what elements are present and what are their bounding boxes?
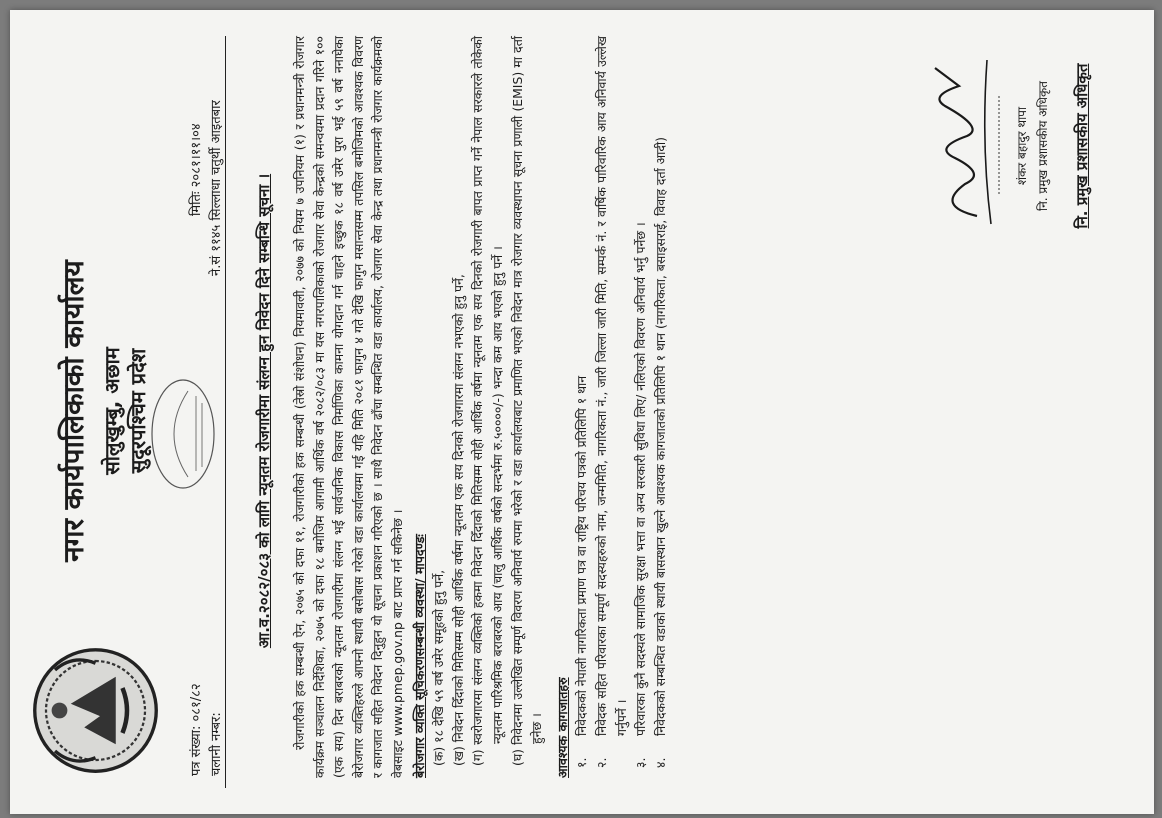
documents-title: आवश्यक कागजातहरु: [554, 677, 570, 778]
office-name: नगर कार्यपालिकाको कार्यालय: [57, 260, 90, 562]
document-item-number: २.: [593, 757, 609, 768]
document-item-number: ३.: [633, 757, 649, 768]
patra-sankhya: पत्र संख्या: ०८१/८२: [189, 683, 204, 776]
handwritten-signature: [915, 46, 1007, 246]
document-item: [631, 36, 651, 778]
document-item-text: निवेदकको सम्बन्धित वडाको स्थायी बासस्थान खुल्ने आवश्यक कागजातको प्रतिलिपि १ थान (नागरिकता, बसाइसराई, विवाह दर्ता आदी): [652, 137, 668, 736]
document-item-text: निवेदक सहित परिवारका सम्पूर्ण सदस्यहरुको नाम, जन्ममिति, नागरिकता नं., जारी जिल्ला जारी मिति, सम्पर्क नं. र वार्षिक पारिवारिक आय अनिवार्य उल्लेख गर्नुपर्ने ।: [593, 36, 629, 736]
notice-body: [290, 36, 670, 778]
header-divider: [225, 36, 226, 788]
criteria-list: [429, 36, 547, 778]
chalani-number: चलानी नम्बर:: [209, 712, 224, 776]
notice-subject: आ.व.२०८२/०८३ को लागि न्यूनतम रोजगारीमा संलग्न हुन निवेदन दिने सम्बन्धि सूचना ।: [255, 173, 273, 649]
scanned-paper: [10, 10, 1154, 814]
document-page: [10, 16, 1154, 806]
office-stamp: [148, 376, 218, 491]
documents-list: [572, 36, 670, 778]
document-item-text: निवेदकको नेपाली नागरिकता प्रमाण पत्र वा राष्ट्रिय परिचय पत्रको प्रतिलिपि १ थान: [574, 375, 590, 736]
document-item-text: परिवारका कुनै सदस्यले सामाजिक सुरक्षा भत्ता वा अन्य सरकारी सुविधा लिए/ नलिएको विवरण अनिवार्य भर्नु पर्नेछ ।: [633, 222, 649, 736]
document-item: [592, 36, 631, 778]
criteria-item: (ग) स्वरोजगारमा संलग्न व्यक्तिको हकमा निवेदन दिँदाको मितिसम्म सोही आर्थिक वर्षमा न्यूनतम एक सय दिनको रोजगारी बापत प्राप्त गर्ने नेपाल सरकारले तोकेको न्यूनतम पारिश्रमिक बराबरको आय (चालु आर्थिक वर्षको सन्दर्भमा रु.५००००/-) भन्दा कम आय भएको हुनु पर्ने ।: [470, 36, 505, 766]
document-item-number: १.: [574, 757, 590, 768]
signatory-designation: नि. प्रमुख प्रशासकीय अधिकृत: [1036, 80, 1050, 212]
main-paragraph: रोजगारीको हक सम्बन्धी ऐन, २०७५ को दफा ११, रोजगारीको हक सम्बन्धी (तेस्रो संशोधन) नियमावली, २०७७ को नियम ७ उपनियम (१) र प्रधानमन्त्री रोजगार कार्यक्रम सञ्चालन निर्देशिका, २०७५ को दफा १८ बमोजिम आगामी आर्थिक वर्ष २०८२/०८३ मा यस नगरपालिकाको रोजगार सेवा केन्द्रको समन्वयमा प्रदान गरिने १०० (एक सय) दिन बराबरको न्यूनतम रोजगारीमा संलग्न भई सार्वजनिक विकास निर्माणिका कामना योगदान गर्न चाहने इच्छुक १८ वर्ष उमेर पुरा भई ५९ वर्ष ननाघेका बेरोजगार व्यक्तिहरुले आफ्नो स्थायी बसोबास गरेको वडा कार्यालयमा गई यहि मिति २०८१ फागुन ४ गते देखि फागुन मसान्तसम्म तपसिल बमोजिमको आवश्यक विवरण र कागजात सहित निवेदन दिनुहुन यो सूचना प्रकाशन गरिएको छ । साथै निवेदन ढाँचा सम्बन्धित वडा कार्यालय, रोजगार सेवा केन्द्र तथा प्रधानमन्त्री रोजगार कार्यक्रमको वेबसाइट www.pmep.gov.np बाट प्राप्त गर्न सकिनेछ ।: [292, 36, 405, 778]
criteria-item: (घ) निवेदनमा उल्लेखित सम्पूर्ण विवरण अनिवार्य रुपमा भरेको र वडा कार्यालयबाट प्रमाणित भएको निवेदन मात्र रोजगार व्यवस्थापन सूचना प्रणाली (EMIS) मा दर्ता हुनेछ ।: [509, 36, 545, 766]
criteria-item: (ख) निवेदन दिँदाको मितिसम्म सोही आर्थिक वर्षमा न्यूनतम एक सय दिनको रोजगारमा संलग्न नभएको हुनु पर्ने,: [450, 274, 466, 766]
document-item-number: ४.: [652, 757, 668, 768]
office-province: सुदूरपश्चिम प्रदेश: [126, 348, 150, 474]
nepal-sambat-date: ने.सं ११४५ सिल्लाधा चतुर्थी आइतबार: [209, 100, 224, 276]
office-place: सोलुखुम्बु, अछाम: [100, 347, 124, 475]
criteria-title: बेरोजगार व्यक्ति सूचिकरणसम्बन्धी व्यवस्था/ मापदण्डः: [411, 534, 427, 778]
criteria-item: (क) १८ देखि ५९ वर्ष उमेर समूहको हुनु पर्ने,: [431, 569, 447, 766]
document-item: [572, 36, 592, 778]
signatory-name: शंकर बहादुर थापा: [1015, 106, 1029, 186]
document-item: [651, 36, 671, 778]
signatory-role: नि. प्रमुख प्रशासकीय अधिकृत: [1073, 63, 1091, 229]
document-date: मितिः २०८१।११।०४: [189, 123, 204, 216]
